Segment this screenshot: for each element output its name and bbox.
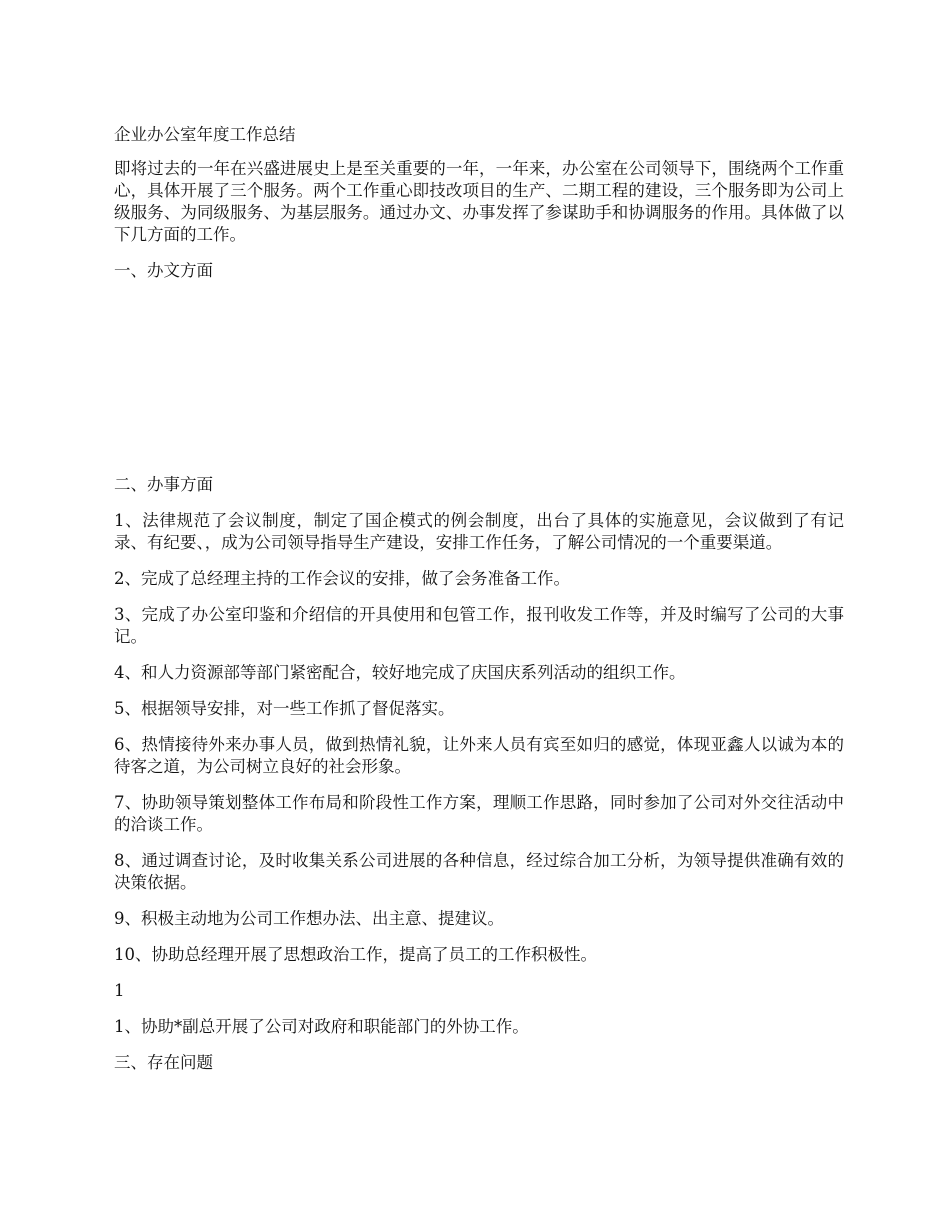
section-heading-writing: 一、办文方面 [114, 261, 213, 280]
list-item: 2、完成了总经理主持的工作会议的安排，做了会务准备工作。 [114, 569, 570, 588]
document-body [114, 124, 844, 1088]
page-number: 1 [114, 981, 125, 1000]
list-item: 1、协助*副总开展了公司对政府和职能部门的外协工作。 [114, 1017, 529, 1036]
section-heading-affairs: 二、办事方面 [114, 475, 213, 494]
list-item: 1、法律规范了会议制度，制定了国企模式的例会制度，出台了具体的实施意见，会议做到了有记录、有纪要、，成为公司领导指导生产建设，安排工作任务，了解公司情况的一个重要渠道。 [114, 511, 844, 552]
intro-paragraph: 即将过去的一年在兴盛进展史上是至关重要的一年，一年来，办公室在公司领导下，围绕两个工作重心，具体开展了三个服务。两个工作重心即技改项目的生产、二期工程的建设，三个服务即为公司上级服务、为同级服务、为基层服务。通过办文、办事发挥了参谋助手和协调服务的作用。具体做了以下几方面的工作。 [114, 159, 844, 244]
list-item: 6、热情接待外来办事人员，做到热情礼貌，让外来人员有宾至如归的感觉，体现亚鑫人以诚为本的待客之道，为公司树立良好的社会形象。 [114, 735, 844, 776]
list-item: 7、协助领导策划整体工作布局和阶段性工作方案，理顺工作思路，同时参加了公司对外交往活动中的洽谈工作。 [114, 793, 844, 834]
list-item: 8、通过调查讨论，及时收集关系公司进展的各种信息，经过综合加工分析，为领导提供准确有效的决策依据。 [114, 851, 844, 892]
list-item: 5、根据领导安排，对一些工作抓了督促落实。 [114, 699, 455, 718]
document-title: 企业办公室年度工作总结 [114, 125, 296, 144]
list-item: 3、完成了办公室印鉴和介绍信的开具使用和包管工作，报刊收发工作等，并及时编写了公司的大事记。 [114, 605, 844, 646]
blank-area [114, 296, 844, 474]
list-item: 10、协助总经理开展了思想政治工作，提高了员工的工作积极性。 [114, 945, 597, 964]
section-heading-problems: 三、存在问题 [114, 1053, 213, 1072]
list-item: 4、和人力资源部等部门紧密配合，较好地完成了庆国庆系列活动的组织工作。 [114, 663, 686, 682]
list-item: 9、积极主动地为公司工作想办法、出主意、提建议。 [114, 909, 504, 928]
